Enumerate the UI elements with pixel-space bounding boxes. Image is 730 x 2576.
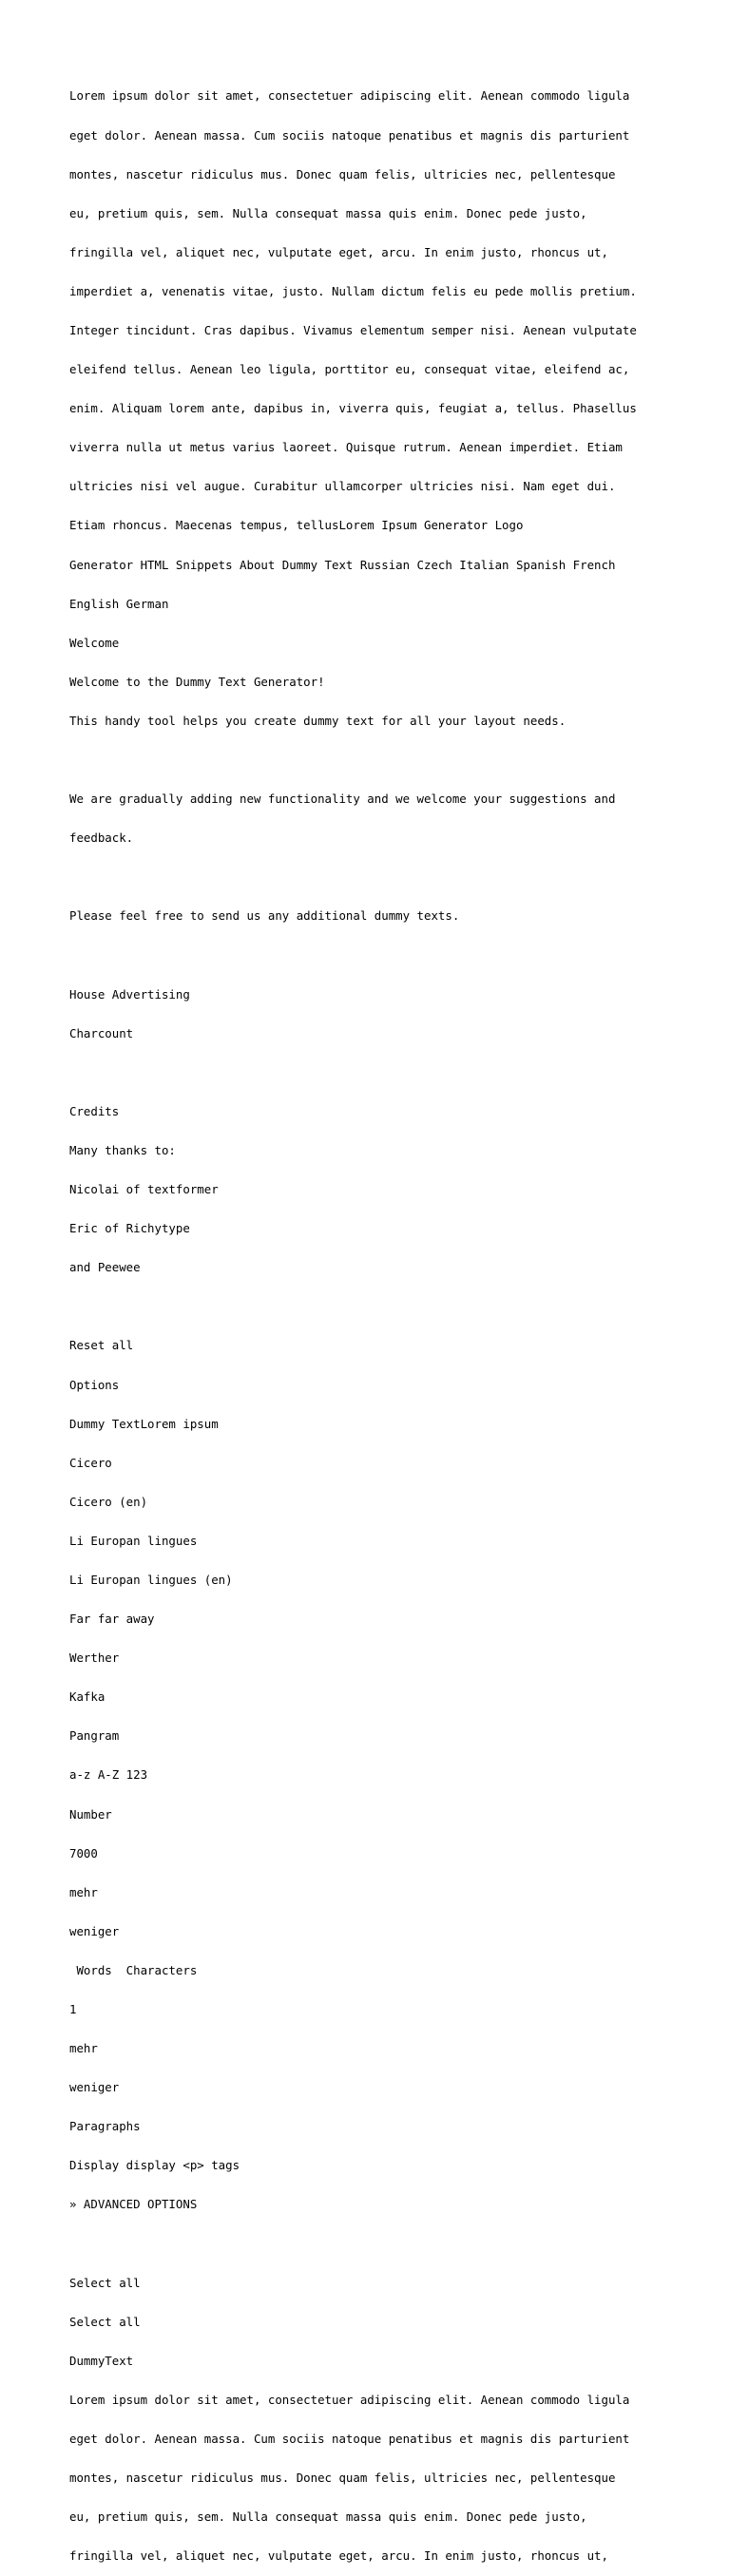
text-line: House Advertising — [69, 986, 190, 1002]
text-line: Eric of Richytype — [69, 1221, 190, 1236]
text-line: and Peewee — [69, 1260, 141, 1275]
text-line: Nicolai of textformer — [69, 1182, 219, 1197]
text-line: feedback. — [69, 830, 134, 846]
text-line: a-z A-Z 123 — [69, 1767, 148, 1783]
text-line: Words Characters — [69, 1962, 198, 1977]
text-line: Charcount — [69, 1025, 134, 1040]
blank-line — [69, 1300, 678, 1313]
text-line: Options — [69, 1377, 120, 1392]
text-line: Generator HTML Snippets About Dummy Text Russian Czech Italian Spanish French — [69, 557, 616, 572]
text-line: ultricies nisi vel augue. Curabitur ullamcorper ultricies nisi. Nam eget dui. — [69, 479, 616, 494]
text-line: imperdiet a, venenatis vitae, justo. Nullam dictum felis eu pede mollis pretium. — [69, 283, 637, 298]
document-body — [69, 64, 678, 2576]
text-line: English German — [69, 596, 169, 611]
text-line: Paragraphs — [69, 2119, 141, 2134]
text-line: weniger — [69, 2080, 120, 2095]
text-line: 1 — [69, 2002, 77, 2016]
text-line: eu, pretium quis, sem. Nulla consequat massa quis enim. Donec pede justo, — [69, 2509, 587, 2525]
text-line: DummyText — [69, 2353, 134, 2368]
text-line: 7000 — [69, 1845, 98, 1860]
text-line: eget dolor. Aenean massa. Cum sociis natoque penatibus et magnis dis parturient — [69, 2432, 630, 2447]
text-line: Far far away — [69, 1612, 155, 1627]
text-line: Please feel free to send us any additional dummy texts. — [69, 908, 460, 924]
text-line: Cicero — [69, 1455, 112, 1470]
text-line: montes, nascetur ridiculus mus. Donec quam felis, ultricies nec, pellentesque — [69, 166, 616, 181]
text-line: Credits — [69, 1103, 120, 1118]
text-line: Integer tincidunt. Cras dapibus. Vivamus elementum semper nisi. Aenean vulputate — [69, 322, 637, 337]
text-line: » ADVANCED OPTIONS — [69, 2197, 198, 2212]
text-line: eget dolor. Aenean massa. Cum sociis natoque penatibus et magnis dis parturient — [69, 127, 630, 143]
text-line: mehr — [69, 2041, 98, 2056]
text-line: Pangram — [69, 1728, 120, 1744]
text-line: Select all — [69, 2314, 141, 2329]
text-line: eleifend tellus. Aenean leo ligula, porttitor eu, consequat vitae, eleifend ac, — [69, 362, 630, 377]
text-line: This handy tool helps you create dummy text for all your layout needs. — [69, 713, 567, 728]
text-line: Lorem ipsum dolor sit amet, consectetuer adipiscing elit. Aenean commodo ligula — [69, 2392, 630, 2407]
text-line: Kafka — [69, 1689, 106, 1705]
text-line: Many thanks to: — [69, 1142, 176, 1157]
text-line: Welcome — [69, 635, 120, 650]
text-line: enim. Aliquam lorem ante, dapibus in, viverra quis, feugiat a, tellus. Phasellus — [69, 401, 637, 416]
text-line: Welcome to the Dummy Text Generator! — [69, 674, 325, 689]
text-line: Cicero (en) — [69, 1494, 148, 1509]
text-line: viverra nulla ut metus varius laoreet. Quisque rutrum. Aenean imperdiet. Etiam — [69, 440, 623, 455]
text-line: Li Europan lingues (en) — [69, 1572, 233, 1587]
blank-line — [69, 948, 678, 962]
blank-line — [69, 754, 678, 767]
text-line: Number — [69, 1806, 112, 1822]
text-line: Li Europan lingues — [69, 1533, 198, 1548]
blank-line — [69, 1066, 678, 1079]
text-line: Werther — [69, 1651, 120, 1666]
text-line: Dummy TextLorem ipsum — [69, 1416, 219, 1431]
text-line: Select all — [69, 2275, 141, 2290]
text-line: weniger — [69, 1923, 120, 1938]
text-line: fringilla vel, aliquet nec, vulputate eget, arcu. In enim justo, rhoncus ut, — [69, 2548, 608, 2564]
blank-line — [69, 2238, 678, 2251]
text-line: Lorem ipsum dolor sit amet, consectetuer adipiscing elit. Aenean commodo ligula — [69, 88, 630, 104]
text-line: eu, pretium quis, sem. Nulla consequat massa quis enim. Donec pede justo, — [69, 205, 587, 220]
text-line: mehr — [69, 1884, 98, 1899]
text-line: fringilla vel, aliquet nec, vulputate eget, arcu. In enim justo, rhoncus ut, — [69, 244, 608, 259]
blank-line — [69, 870, 678, 884]
text-line: montes, nascetur ridiculus mus. Donec quam felis, ultricies nec, pellentesque — [69, 2471, 616, 2486]
text-line: Display display <p> tags — [69, 2158, 240, 2173]
text-line: Etiam rhoncus. Maecenas tempus, tellusLorem Ipsum Generator Logo — [69, 518, 524, 533]
text-line: Reset all — [69, 1338, 134, 1353]
text-line: We are gradually adding new functionality and we welcome your suggestions and — [69, 792, 616, 807]
